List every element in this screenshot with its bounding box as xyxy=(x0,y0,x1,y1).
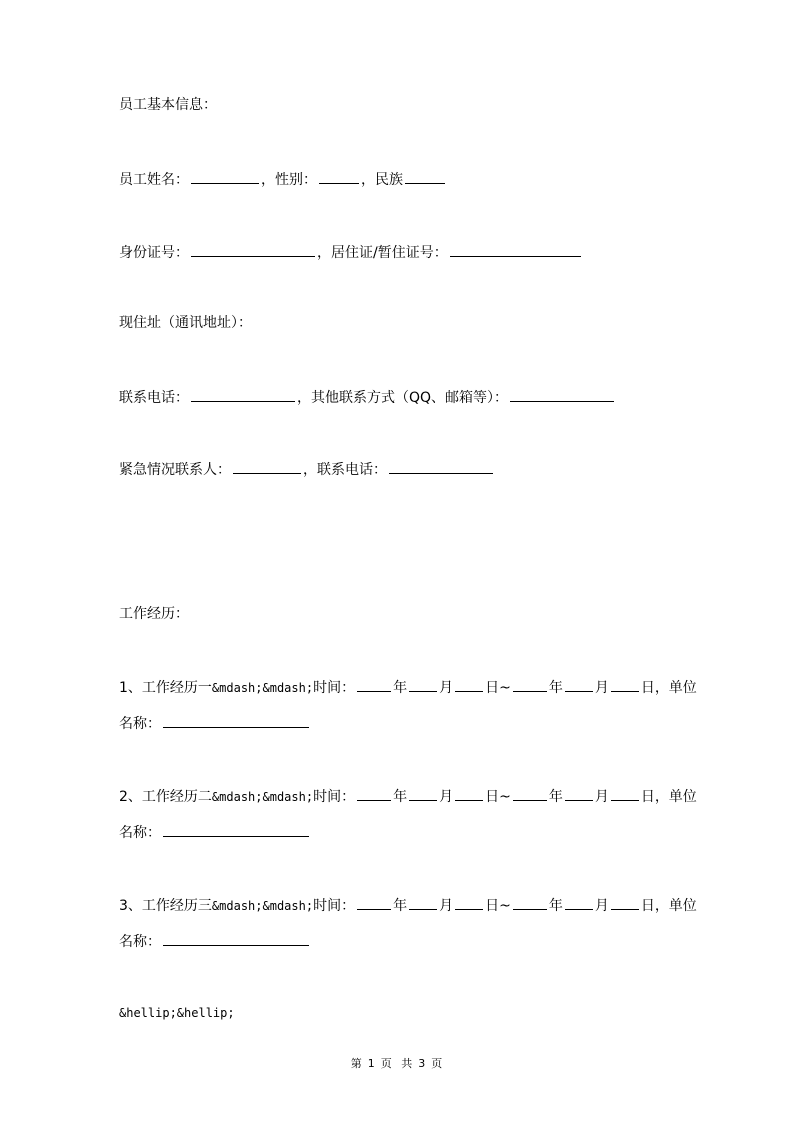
residence-blank[interactable] xyxy=(450,242,581,257)
work-entry-2: 2、工作经历二&mdash;&mdash;时间： 年 月 日~ 年 月 日，单位 xyxy=(119,786,697,806)
start-year-blank[interactable] xyxy=(357,895,391,910)
end-day-blank[interactable] xyxy=(611,677,639,692)
work-entry-3: 3、工作经历三&mdash;&mdash;时间： 年 月 日~ 年 月 日，单位 xyxy=(119,895,697,915)
start-day-blank[interactable] xyxy=(455,895,483,910)
end-year-blank[interactable] xyxy=(513,895,547,910)
start-year-blank[interactable] xyxy=(357,786,391,801)
end-day-blank[interactable] xyxy=(611,786,639,801)
emergency-name-blank[interactable] xyxy=(233,459,301,474)
start-day-blank[interactable] xyxy=(455,677,483,692)
other-contact-blank[interactable] xyxy=(510,387,614,402)
work-entry-3-name: 名称： xyxy=(119,931,311,951)
gender-blank[interactable] xyxy=(319,169,359,184)
end-year-blank[interactable] xyxy=(513,677,547,692)
company-name-blank[interactable] xyxy=(163,822,309,837)
work-entry-1: 1、工作经历一&mdash;&mdash;时间： 年 月 日~ 年 月 日，单位 xyxy=(119,677,697,697)
ethnic-blank[interactable] xyxy=(405,169,445,184)
phone-row: 联系电话： ，其他联系方式（QQ、邮箱等）： xyxy=(119,387,616,407)
end-day-blank[interactable] xyxy=(611,895,639,910)
emergency-row: 紧急情况联系人： ，联系电话： xyxy=(119,459,495,479)
end-month-blank[interactable] xyxy=(565,677,593,692)
work-heading: 工作经历： xyxy=(119,606,189,622)
ellipsis-text: &hellip;&hellip; xyxy=(119,1006,235,1020)
work-entry-2-name: 名称： xyxy=(119,822,311,842)
page-footer: 第 1 页 共 3 页 xyxy=(350,1057,443,1070)
work-entry-1-name: 名称： xyxy=(119,713,311,733)
name-blank[interactable] xyxy=(191,169,259,184)
phone-blank[interactable] xyxy=(191,387,295,402)
id-row: 身份证号： ，居住证/暂住证号： xyxy=(119,242,583,262)
start-month-blank[interactable] xyxy=(409,895,437,910)
end-month-blank[interactable] xyxy=(565,786,593,801)
end-month-blank[interactable] xyxy=(565,895,593,910)
basic-info-heading: 员工基本信息： xyxy=(119,97,217,113)
address-row: 现住址（通讯地址）： xyxy=(119,315,252,331)
start-year-blank[interactable] xyxy=(357,677,391,692)
company-name-blank[interactable] xyxy=(163,931,309,946)
end-year-blank[interactable] xyxy=(513,786,547,801)
id-blank[interactable] xyxy=(191,242,315,257)
start-month-blank[interactable] xyxy=(409,677,437,692)
start-month-blank[interactable] xyxy=(409,786,437,801)
emergency-phone-blank[interactable] xyxy=(389,459,493,474)
start-day-blank[interactable] xyxy=(455,786,483,801)
company-name-blank[interactable] xyxy=(163,713,309,728)
name-row: 员工姓名： ，性别： ，民族 xyxy=(119,169,447,189)
